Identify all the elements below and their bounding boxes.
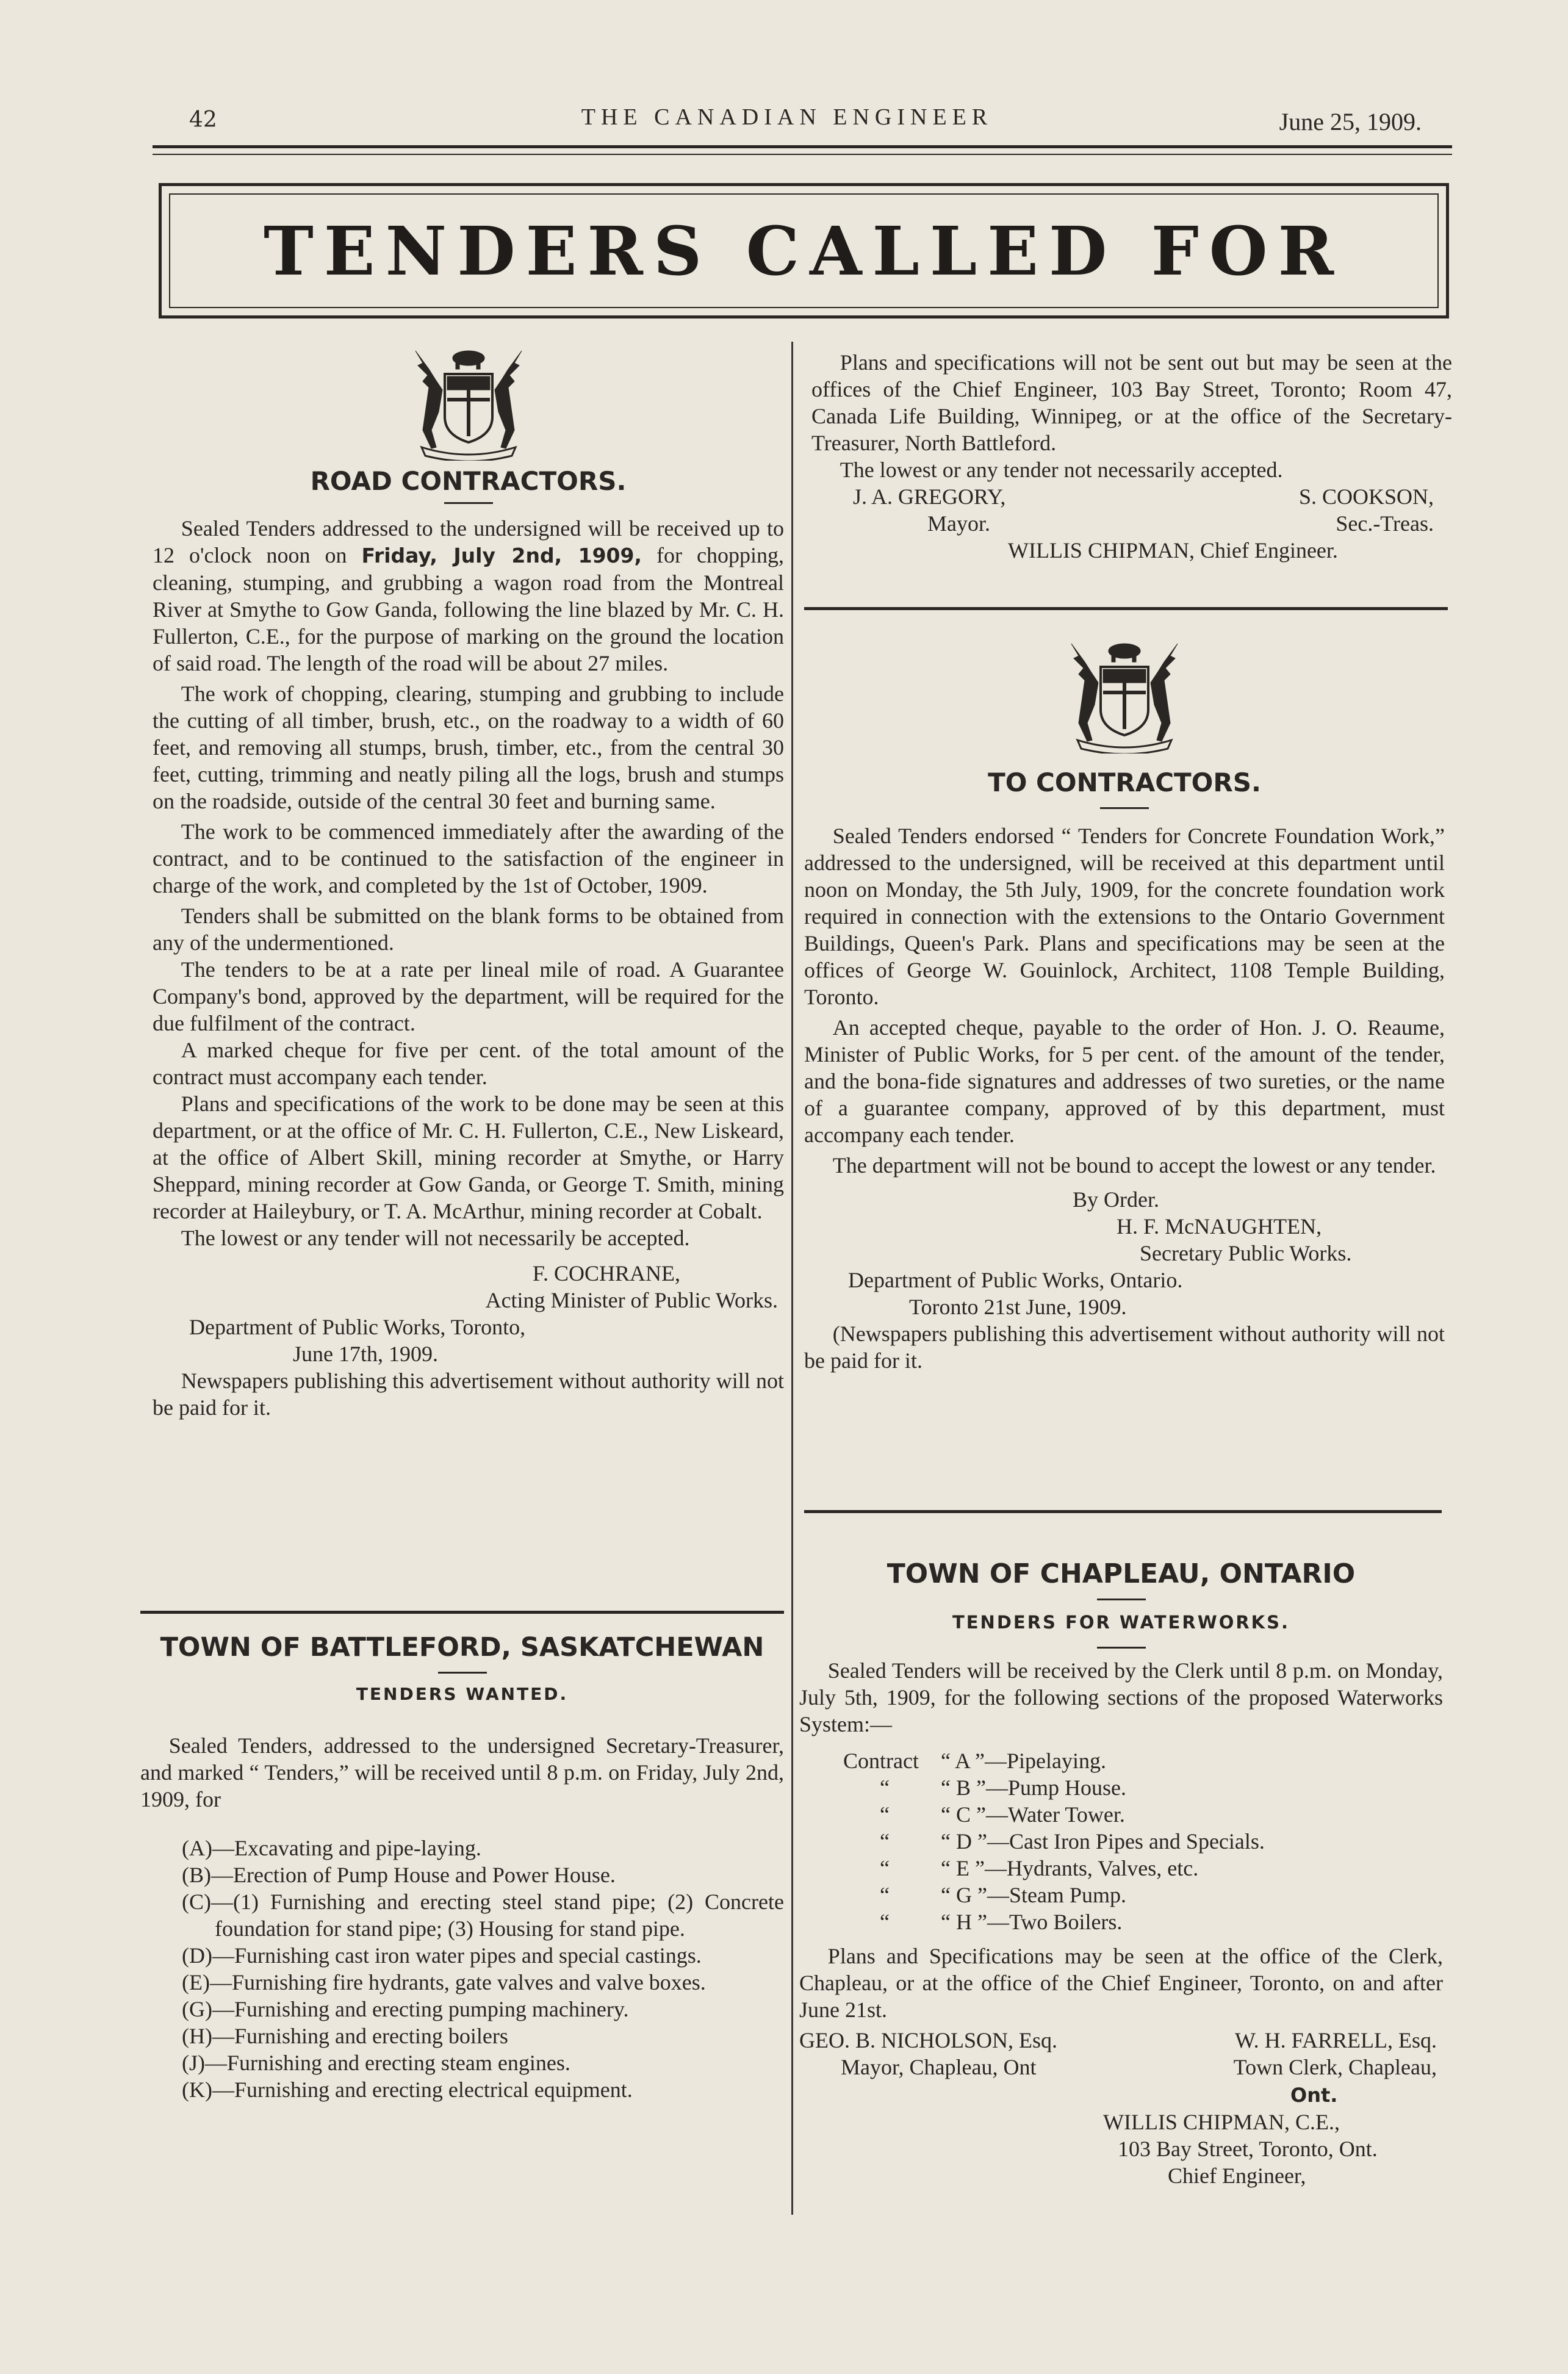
- chapleau-contract-row: [799, 1828, 1443, 1855]
- contract-prefix: “: [880, 1829, 890, 1854]
- chapleau-sig2-title: Town Clerk, Chapleau,: [1233, 2055, 1437, 2079]
- contractors-department: Department of Public Works, Ontario.: [848, 1268, 1183, 1292]
- contractors-p3: The department will not be bound to accept the lowest or any tender.: [832, 1153, 1436, 1178]
- short-rule: [1097, 1647, 1146, 1649]
- contractors-signature-name: H. F. McNAUGHTEN,: [1117, 1214, 1322, 1239]
- section-separator: [804, 607, 1448, 610]
- battleford-plans: Plans and specifications will not be sent out but may be seen at the offices of the Chief Engineer, 103 Bay Street, Toronto; Room 47, Canada Life Building, Winnipeg, or at the office of the Secretary-Treasurer, North Battleford.: [811, 350, 1452, 455]
- chapleau-plans: Plans and Specifications may be seen at the office of the Clerk, Chapleau, or at the office of the Chief Engineer, Toronto, on and after June 21st.: [799, 1944, 1443, 2022]
- contract-prefix: “: [880, 1883, 890, 1907]
- contractors-p1: Sealed Tenders endorsed “ Tenders for Concrete Foundation Work,” addressed to the undersigned, will be received at this department until noon on Monday, the 5th July, 1909, for the concrete foundation work required in connection with the extensions to the Ontario Government Buildings, Queen's Park. Plans and specifications may be seen at the offices of George W. Gouinlock, Architect, 1108 Temple Building, Toronto.: [804, 824, 1445, 1009]
- chapleau-contracts: [799, 1747, 1443, 1935]
- chapleau-ad: [799, 1558, 1443, 2189]
- contractors-by-order: By Order.: [1073, 1187, 1159, 1212]
- road-p3: The work to be commenced immediately after the awarding of the contract, and to be continued to the satisfaction of the engineer in charge of the work, and completed by the 1st of October, 1909.: [153, 819, 784, 897]
- road-p7: Plans and specifications of the work to be done may be seen at this department, or at the office of Mr. C. H. Fullerton, C.E., New Liskeard, at the office of Albert Skill, mining recorder at Smythe, or Harry Sheppard, mining recorder at Gow Ganda, or George T. Smith, mining recorder at Haileybury, or T. A. McArthur, mining recorder at Cobalt.: [153, 1092, 784, 1223]
- contract-prefix: “: [880, 1802, 890, 1827]
- section-separator: [140, 1611, 784, 1614]
- contract-text: “ G ”—Steam Pump.: [941, 1883, 1126, 1907]
- chapleau-engineer-name: WILLIS CHIPMAN, C.E.,: [1103, 2110, 1340, 2134]
- battleford-item: (G)—Furnishing and erecting pumping machinery.: [182, 1997, 629, 2021]
- short-rule: [1100, 807, 1149, 809]
- to-contractors-ad: [804, 638, 1445, 1374]
- banner-inner-frame: [169, 193, 1439, 308]
- contractors-notice: (Newspapers publishing this advertisement without authority will not be paid for it.: [804, 1322, 1445, 1373]
- contract-text: “ H ”—Two Boilers.: [941, 1910, 1123, 1934]
- chapleau-contract-row: [799, 1855, 1443, 1882]
- road-signature-name: F. COCHRANE,: [532, 1261, 680, 1286]
- road-p2: The work of chopping, clearing, stumping and grubbing to include the cutting of all timber, brush, etc., on the roadway to a width of 60 feet, and removing all stumps, brush, timber, etc., from the central 30 feet, cutting, trimming and neatly piling all the logs, brush and stumps on the roadside, outside of the central 30 feet and burning same.: [153, 682, 784, 813]
- road-heading: ROAD CONTRACTORS.: [310, 466, 627, 496]
- battleford-engineer: WILLIS CHIPMAN, Chief Engineer.: [1008, 538, 1338, 563]
- contractors-signature-title: Secretary Public Works.: [1140, 1241, 1352, 1265]
- banner-frame: [159, 183, 1449, 318]
- road-p8: The lowest or any tender will not necessarily be accepted.: [181, 1226, 690, 1250]
- battleford-ad: [140, 1634, 784, 2103]
- contract-prefix: “: [880, 1775, 890, 1800]
- chapleau-engineer-title: Chief Engineer,: [1168, 2164, 1306, 2188]
- road-notice: Newspapers publishing this advertisement without authority will not be paid for it.: [153, 1369, 784, 1420]
- contract-text: “ D ”—Cast Iron Pipes and Specials.: [941, 1829, 1265, 1854]
- chapleau-contract-row: [799, 1908, 1443, 1935]
- chapleau-engineer-address: 103 Bay Street, Toronto, Ont.: [1118, 2137, 1378, 2161]
- battleford-sig1-title: Mayor.: [927, 511, 990, 536]
- chapleau-contract-row: [799, 1774, 1443, 1801]
- battleford-item: (C)—(1) Furnishing and erecting steel stand pipe; (2) Concrete foundation for stand pipe; (3) Housing for stand pipe.: [182, 1890, 784, 1941]
- chapleau-intro: Sealed Tenders will be received by the Clerk until 8 p.m. on Monday, July 5th, 1909, for the following sections of the proposed Waterworks System:—: [799, 1658, 1443, 1736]
- issue-date: June 25, 1909.: [1279, 108, 1422, 135]
- chapleau-sig1-title: Mayor, Chapleau, Ont: [841, 2055, 1037, 2079]
- contract-text: “ C ”—Water Tower.: [941, 1802, 1125, 1827]
- chapleau-subheading: TENDERS FOR WATERWORKS.: [952, 1612, 1290, 1633]
- battleford-lowest: The lowest or any tender not necessarily accepted.: [840, 458, 1283, 482]
- road-signature-title: Acting Minister of Public Works.: [485, 1288, 778, 1312]
- contract-prefix: Contract: [843, 1749, 919, 1773]
- contractors-heading: TO CONTRACTORS.: [988, 768, 1261, 797]
- header-rule: [153, 145, 1452, 148]
- battleford-sig2-name: S. COOKSON,: [1298, 484, 1434, 509]
- battleford-sig1-name: J. A. GREGORY,: [853, 484, 1006, 509]
- short-rule: [438, 1672, 487, 1674]
- road-department: Department of Public Works, Toronto,: [189, 1315, 526, 1339]
- chapleau-sig2-title-cont: Ont.: [1290, 2084, 1338, 2107]
- chapleau-contract-row: [799, 1747, 1443, 1774]
- battleford-item: (J)—Furnishing and erecting steam engines.: [182, 2051, 570, 2075]
- road-p4: Tenders shall be submitted on the blank forms to be obtained from any of the undermentioned.: [153, 904, 784, 955]
- contractors-p2: An accepted cheque, payable to the order of Hon. J. O. Reaume, Minister of Public Works, for 5 per cent. of the amount of the tender, and the bona-fide signatures and addresses of two sureties, or the name of a guarantee company, approved of by this department, must accompany each tender.: [804, 1015, 1445, 1147]
- chapleau-signatures: [799, 2027, 1443, 2082]
- chapleau-sig2-name: W. H. FARRELL, Esq.: [1234, 2028, 1437, 2052]
- battleford-item: (D)—Furnishing cast iron water pipes and special castings.: [182, 1943, 702, 1968]
- battleford-sig2-title: Sec.-Treas.: [1336, 511, 1434, 536]
- chapleau-contract-row: [799, 1801, 1443, 1828]
- section-separator: [804, 1510, 1442, 1513]
- column-rule: [791, 342, 793, 2215]
- page-number: 42: [189, 107, 217, 132]
- banner-title: TENDERS CALLED FOR: [263, 211, 1345, 290]
- chapleau-heading: TOWN OF CHAPLEAU, ONTARIO: [886, 1558, 1356, 1589]
- battleford-item: (H)—Furnishing and erecting boilers: [182, 2024, 508, 2048]
- contract-text: “ A ”—Pipelaying.: [941, 1749, 1106, 1773]
- road-p1-b: for chopping, cleaning, stumping, and grubbing a wagon road from the Montreal River at Smythe to Gow Ganda, following the line blazed by Mr. C. H. Fullerton, C.E., for the purpose of marking on the ground the location of said road. The length of the road will be about 27 miles.: [153, 543, 784, 675]
- battleford-item: (K)—Furnishing and erecting electrical equipment.: [182, 2077, 633, 2102]
- road-p1-a: Sealed Tenders addressed to the undersigned will be received up to 12 o'clock noon on: [153, 516, 784, 567]
- contract-text: “ E ”—Hydrants, Valves, etc.: [941, 1856, 1199, 1880]
- battleford-signatures: [811, 483, 1452, 537]
- road-p6: A marked cheque for five per cent. of the total amount of the contract must accompany each tender.: [153, 1038, 784, 1089]
- battleford-item: (E)—Furnishing fire hydrants, gate valves and valve boxes.: [182, 1970, 706, 1995]
- battleford-heading: TOWN OF BATTLEFORD, SASKATCHEWAN: [160, 1632, 764, 1663]
- chapleau-sig1-name: GEO. B. NICHOLSON, Esq.: [799, 2028, 1057, 2052]
- journal-title: THE CANADIAN ENGINEER: [581, 104, 993, 130]
- road-contractors-ad: [153, 345, 784, 1421]
- contract-prefix: “: [880, 1910, 890, 1934]
- battleford-intro: Sealed Tenders, addressed to the undersigned Secretary-Treasurer, and marked “ Tenders,” will be received until 8 p.m. on Friday, July 2nd, 1909, for: [140, 1733, 784, 1811]
- contractors-date: Toronto 21st June, 1909.: [909, 1295, 1127, 1319]
- running-head: [153, 104, 1422, 140]
- battleford-items: [140, 1835, 784, 2103]
- road-p5: The tenders to be at a rate per lineal mile of road. A Guarantee Company's bond, approved by the department, will be required for the due fulfilment of the contract.: [153, 957, 784, 1035]
- ontario-coat-of-arms-icon: [405, 345, 533, 461]
- road-date: June 17th, 1909.: [293, 1342, 438, 1366]
- chapleau-contract-row: [799, 1882, 1443, 1908]
- battleford-ad-continued: [811, 349, 1452, 564]
- header-rule-thin: [153, 154, 1452, 155]
- road-p1-bold: Friday, July 2nd, 1909,: [361, 544, 642, 567]
- battleford-subheading: TENDERS WANTED.: [356, 1684, 569, 1704]
- battleford-item: (B)—Erection of Pump House and Power House.: [182, 1863, 616, 1887]
- contract-prefix: “: [880, 1856, 890, 1880]
- contract-text: “ B ”—Pump House.: [941, 1775, 1126, 1800]
- short-rule: [1097, 1599, 1146, 1600]
- short-rule: [444, 502, 493, 504]
- battleford-item: (A)—Excavating and pipe-laying.: [182, 1836, 481, 1860]
- ontario-coat-of-arms-icon: [1060, 638, 1189, 754]
